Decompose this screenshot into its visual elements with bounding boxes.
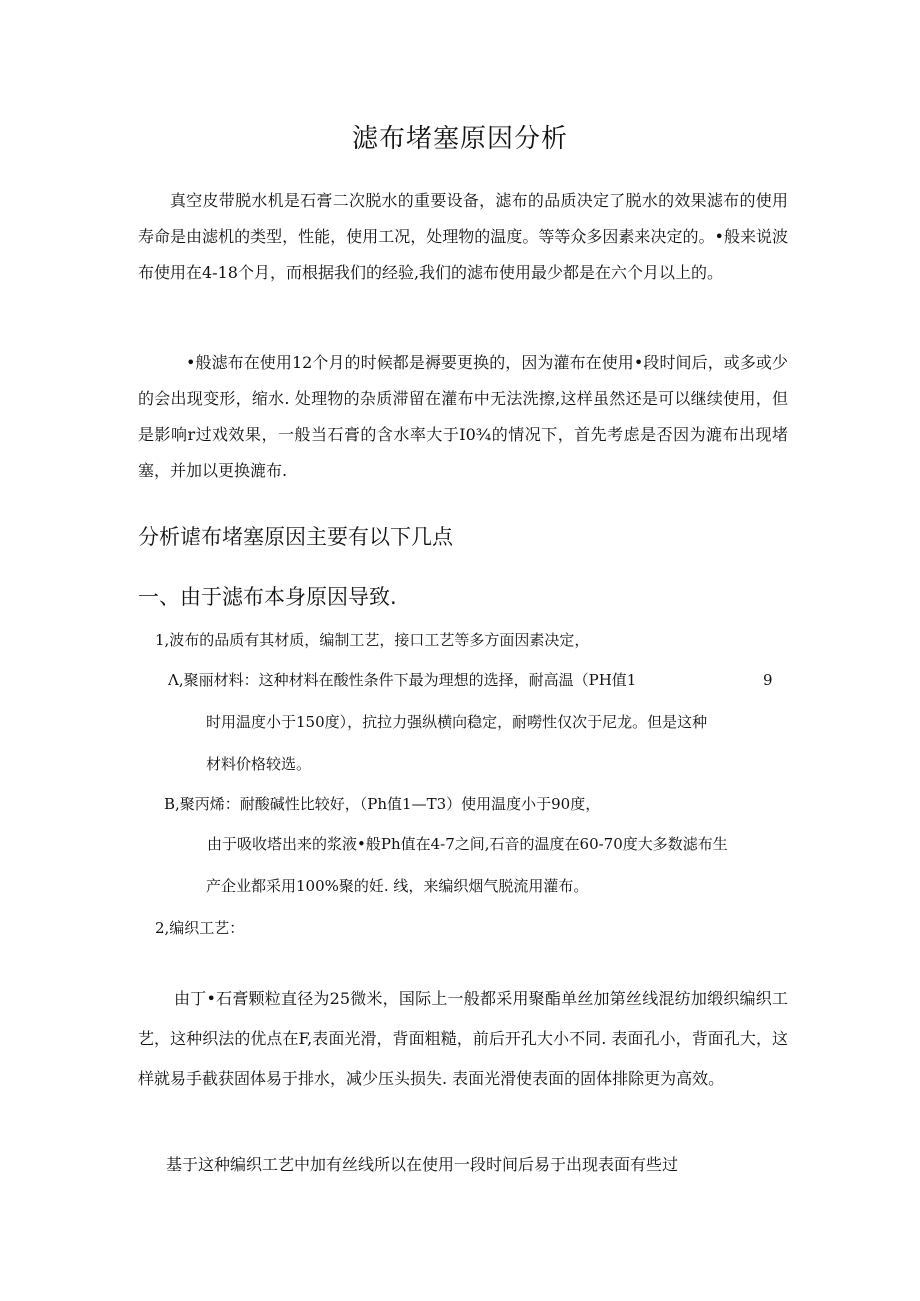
item-b-line3: 产企业都采用100%聚的妊. 线，来编织烟气脱流用灌布。 [206,877,589,895]
weaving-paragraph: 由丁•石膏颗粒直径为25微米，国际上一般都采用聚酯单丝加第丝线混纺加缎织编织工艺，这种织法的优点在F,表面光滑，背面粗糙，前后开孔大小不同. 表面孔小，背面孔大，这样就易手截获固体易于排水，减少压头损失. 表面光滑使表面的固体排除更为高效。 [138,989,788,1088]
item-a-line3: 材料价格较选。 [206,755,312,773]
item-b-line1: B,聚丙烯：耐酸碱性比较好，（Ph值1—T3）使用温度小于90度， [164,795,601,813]
intro-paragraph: 真空皮带脱水机是石膏二次脱水的重要设备，滤布的品质决定了脱水的效果滤布的使用寿命是由滤机的类型，性能，使用工况，处理物的温度。等等众多因素来决定的。•般来说波布使用在4-18个月，而根据我们的经验,我们的滤布使用最少都是在六个月以上的。 [138,191,788,282]
item-a-line2: 时用温度小于150度），抗拉力强纵横向稳定，耐嘮性仅次于尼龙。但是这种 [206,713,708,731]
replacement-paragraph: •般滤布在使用12个月的时候都是褥要更换的，因为灌布在使用•段时间后，或多或少的会出现变形，缩水. 处理物的杂质滞留在灌布中无法洗擦,这样虽然还是可以继续使用，但是影响r过戏效果，一般当石膏的含水率大于I0¾的情况下，首先考虑是否因为漉布出现堵塞，并加以更换漉布. [138,353,788,480]
last-line: 基于这种编织工艺中加有丝线所以在使用一段时间后易于出现表面有些过 [166,1155,679,1174]
item-a-line1: Λ,聚丽材料：这种材料在酸性条件下最为理想的选择，耐高温（PH值1 [168,671,637,689]
item1-intro: 1,波布的品质有其材质，编制工艺，接口工艺等多方面因素决定， [155,631,590,649]
section-heading: 分析谑布堵塞原因主要有以下几点 [138,525,453,549]
document-title: 滤布堵塞原因分析 [351,124,568,154]
item-b-line2: 由于吸收塔出来的浆液•般Ph值在4-7之间,石音的温度在60-70度大多数滤布生 [207,835,728,853]
subsection-heading: 一、由于滤布本身原因导致. [138,585,397,609]
item-a-line1-end: 9 [763,671,773,689]
item2-intro: 2,编织工艺： [155,919,245,937]
